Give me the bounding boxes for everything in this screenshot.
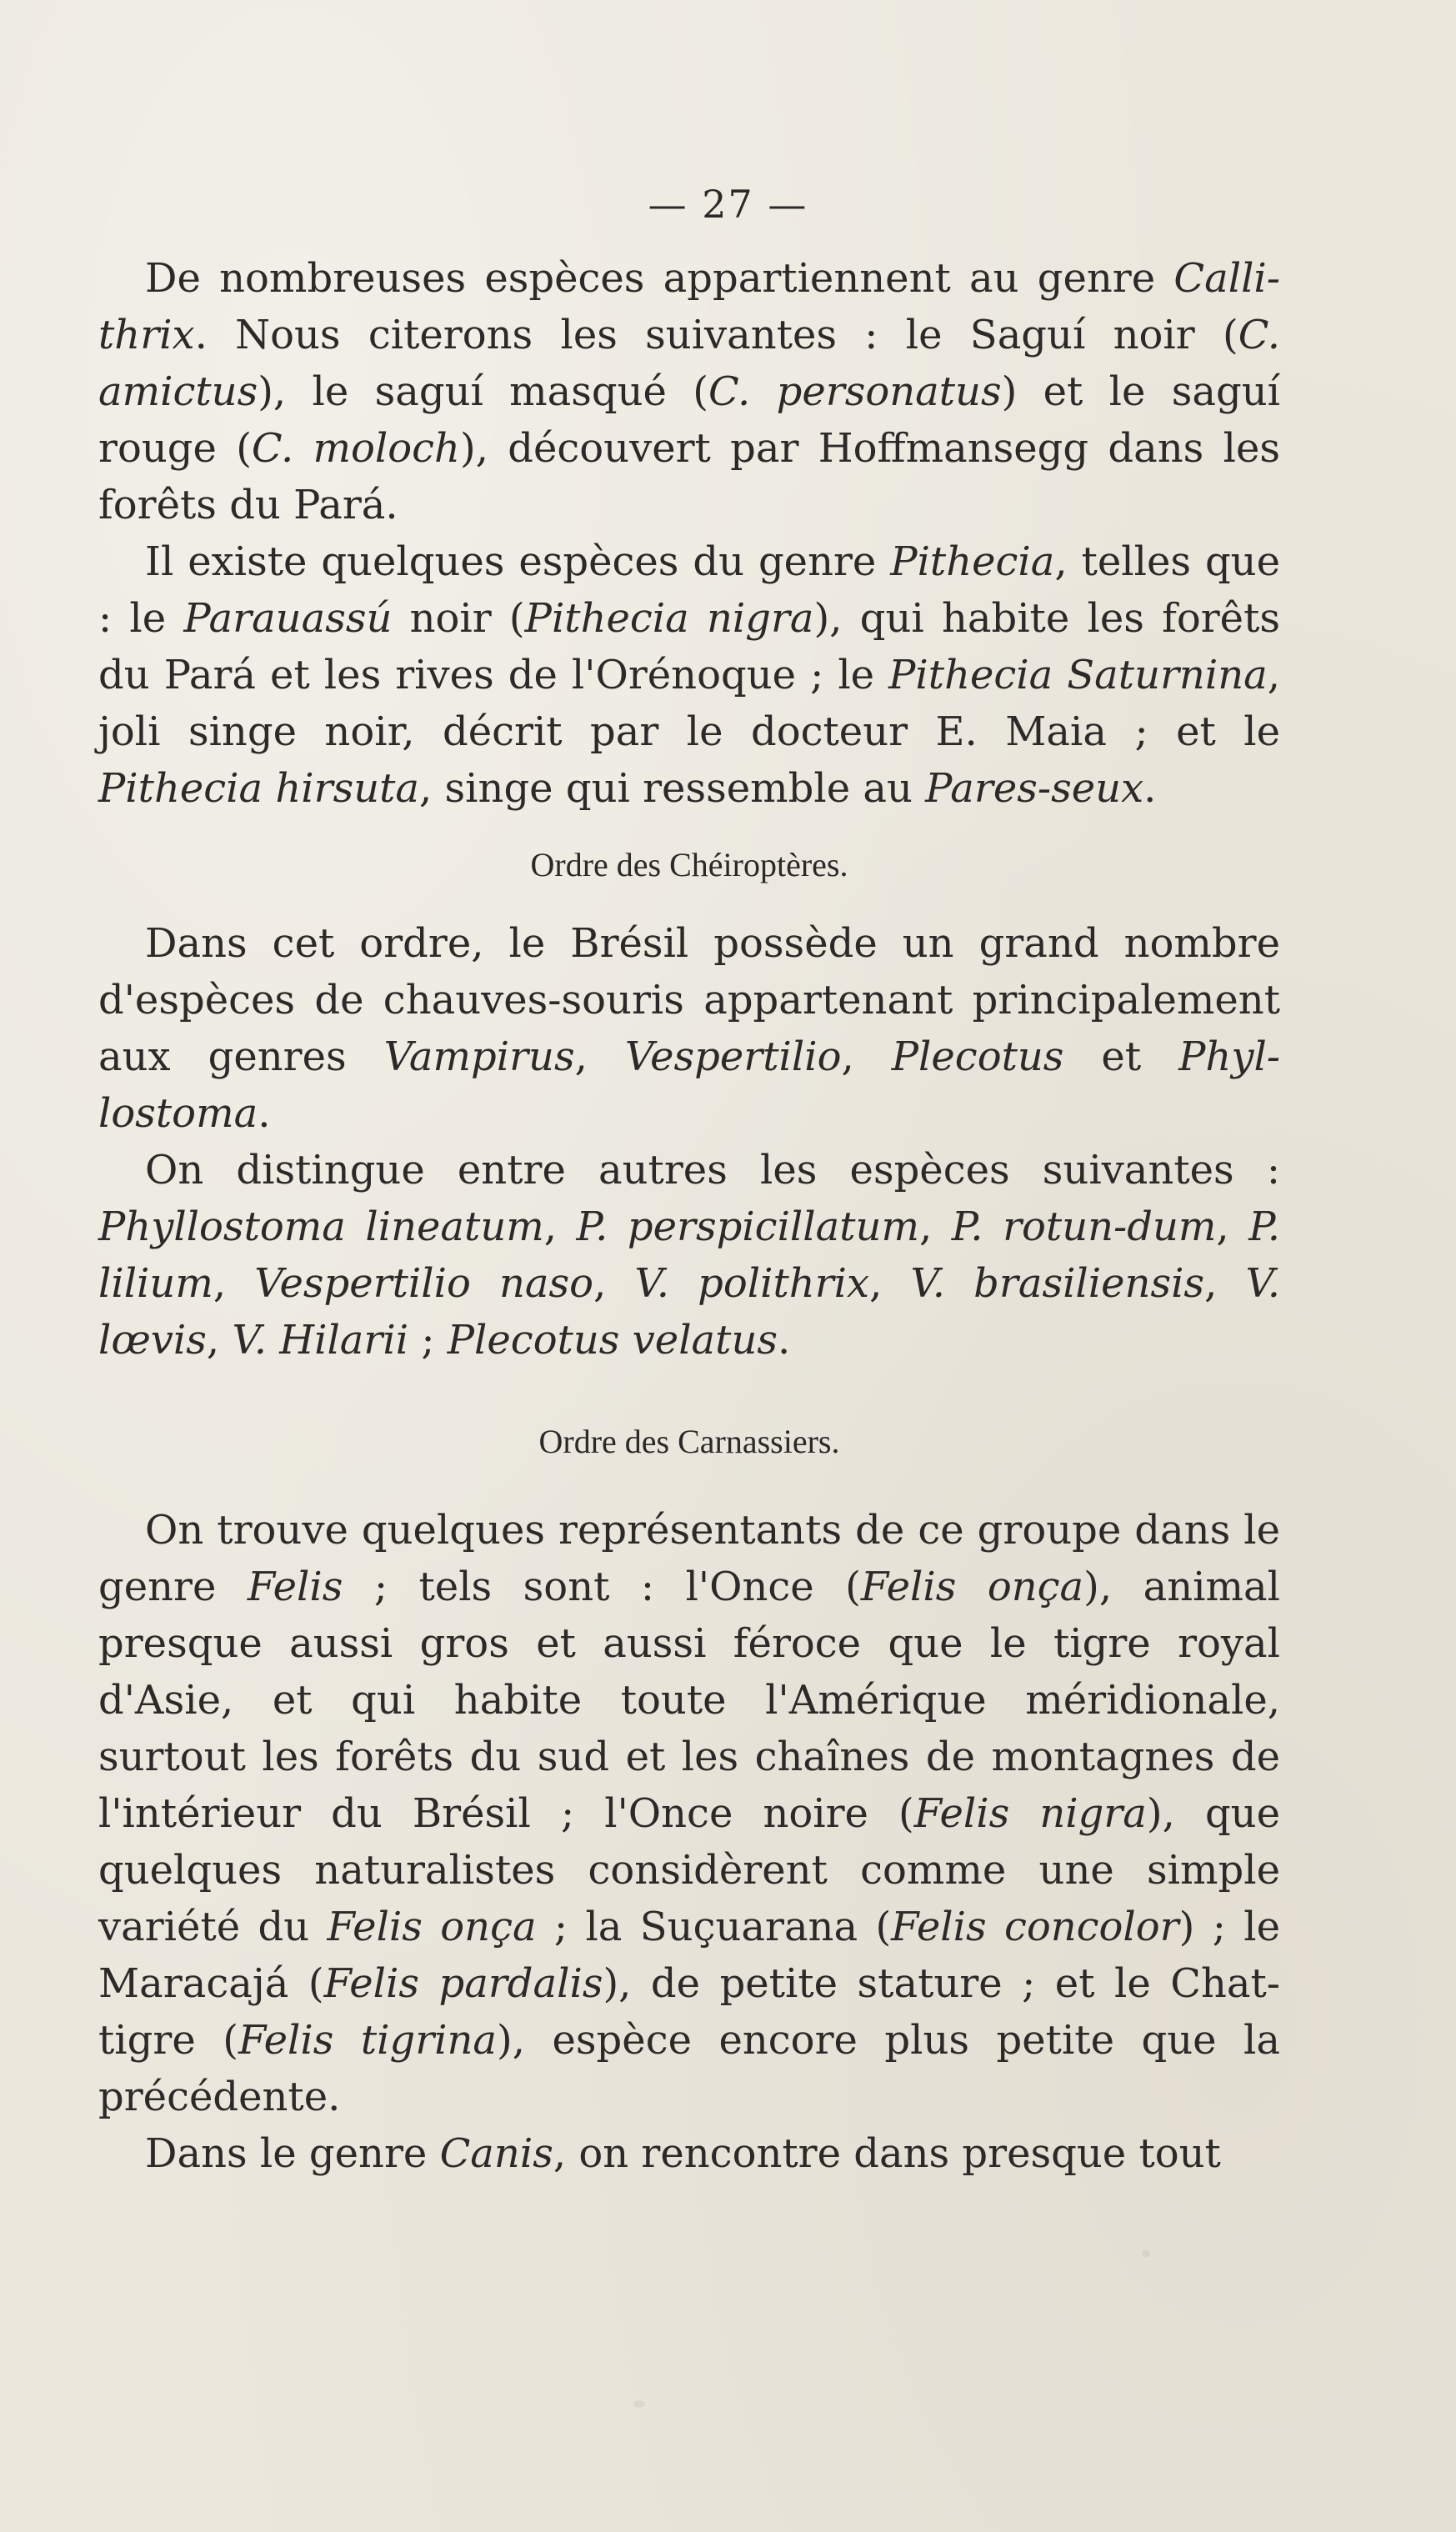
italic-text-run: V. lœvis <box>98 1260 1280 1364</box>
paragraph-canis <box>98 2125 1280 2182</box>
text-run: . Nous citerons les suivantes : le Saguí noir ( <box>194 312 1238 358</box>
italic-text-run: Felis <box>247 1564 343 1610</box>
text-run: . <box>1143 765 1157 812</box>
italic-text-run: V. brasiliensis <box>910 1260 1205 1307</box>
section-heading-carnassiers: Ordre des Carnassiers. <box>538 1423 840 1460</box>
italic-text-run: Felis tigrina <box>238 2017 498 2064</box>
italic-text-run: Vespertilio <box>624 1033 842 1080</box>
italic-text-run: Felis concolor <box>891 1904 1179 1950</box>
text-run: De nombreuses espèces appartiennent au genre <box>145 255 1174 302</box>
italic-text-run: Pithecia nigra <box>524 595 814 642</box>
paragraph-callithrix <box>98 250 1280 533</box>
italic-text-run: Vampirus <box>383 1033 575 1080</box>
italic-text-run: C. moloch <box>251 425 460 472</box>
text-run: , on rencontre dans presque tout <box>553 2130 1221 2177</box>
text-run: , <box>213 1260 255 1307</box>
italic-text-run: V. polithrix <box>634 1260 870 1307</box>
italic-text-run: Plecotus <box>891 1033 1064 1080</box>
text-run: , telles que : le <box>98 538 1280 642</box>
text-run: , <box>918 1203 952 1250</box>
italic-text-run: P. rotun-dum <box>951 1203 1217 1250</box>
italic-text-run: Felis nigra <box>913 1790 1147 1837</box>
text-run: , <box>206 1317 233 1364</box>
paragraph-felis <box>98 1502 1280 2125</box>
text-run: On trouve quelques représentants de ce groupe dans le genre <box>98 1507 1280 1610</box>
text-run: ), de petite stature ; et le Chat-tigre ( <box>98 1960 1281 2064</box>
text-run: ), le saguí masqué ( <box>258 368 709 415</box>
italic-text-run: Pithecia hirsuta <box>98 765 420 812</box>
text-run: , <box>869 1260 911 1307</box>
paragraph-pithecia <box>98 533 1280 817</box>
paper-speck <box>1142 2250 1150 2257</box>
italic-text-run: Pares-seux <box>925 765 1144 812</box>
italic-text-run: Felis onça <box>860 1564 1084 1610</box>
text-run: ), animal presque aussi gros et aussi féroce que le tigre royal d'Asie, et qui habite toute l'Amérique méridionale, surtout les forêts du sud et les chaînes de montagnes de l'intérieur du Brésil ; l'Once noire ( <box>98 1564 1281 1837</box>
italic-text-run: Canis <box>439 2130 553 2177</box>
paper-speck <box>633 2400 645 2408</box>
text-run: , <box>1204 1260 1246 1307</box>
text-run: . <box>778 1317 791 1364</box>
paragraph-phyllostoma <box>98 1142 1280 1369</box>
italic-text-run: Pithecia <box>890 538 1055 585</box>
text-run: , joli singe noir, décrit par le docteur E. Maia ; et le <box>98 652 1280 755</box>
italic-text-run: Plecotus velatus <box>447 1317 778 1364</box>
text-run: , singe qui ressemble au <box>419 765 926 812</box>
italic-text-run: Felis pardalis <box>323 1960 603 2007</box>
page-number: — 27 — <box>648 182 808 227</box>
italic-text-run: Parauassú <box>183 595 393 642</box>
text-run: ) ; le Maracajá ( <box>98 1904 1280 2007</box>
italic-text-run: P. lilium <box>98 1203 1281 1307</box>
text-run: , <box>543 1203 577 1250</box>
text-run: ), espèce encore plus petite que la précédente. <box>98 2017 1280 2120</box>
text-run: , <box>1216 1203 1249 1250</box>
italic-text-run: V. Hilarii <box>232 1317 409 1364</box>
paragraph-chauves-souris <box>98 915 1280 1142</box>
italic-text-run: Phyllostoma lineatum <box>98 1203 544 1250</box>
text-run: Dans cet ordre, le Brésil possède un grand nombre d'espèces de chauves-souris appartenant principalement aux genres <box>98 920 1280 1080</box>
italic-text-run: Vespertilio naso <box>254 1260 594 1307</box>
text-run: ; <box>408 1317 448 1364</box>
text-run: ), découvert par Hoffmansegg dans les forêts du Pará. <box>98 425 1281 528</box>
italic-text-run: Pithecia Saturnina <box>888 652 1268 698</box>
section-heading-chiropteres: Ordre des Chéiroptères. <box>530 846 848 883</box>
text-run: , <box>574 1033 625 1080</box>
italic-text-run: C. amictus <box>98 312 1280 415</box>
italic-text-run: Calli-thrix <box>98 255 1280 358</box>
text-run: Dans le genre <box>145 2130 440 2177</box>
text-run: , <box>593 1260 635 1307</box>
italic-text-run: P. perspicillatum <box>576 1203 919 1250</box>
text-run: ; tels sont : l'Once ( <box>343 1564 861 1610</box>
text-run: On distingue entre autres les espèces suivantes : <box>145 1147 1280 1193</box>
text-run: , <box>841 1033 892 1080</box>
text-run: et <box>1063 1033 1179 1080</box>
text-run: ; la Suçuarana ( <box>536 1904 892 1950</box>
italic-text-run: C. personatus <box>708 368 1002 415</box>
body-text <box>98 250 1280 2182</box>
italic-text-run: Felis onça <box>327 1904 537 1950</box>
text-run: noir ( <box>392 595 525 642</box>
italic-text-run: Phyl-lostoma <box>98 1033 1281 1137</box>
text-run: ) et le saguí rouge ( <box>98 368 1280 472</box>
text-run: Il existe quelques espèces du genre <box>145 538 891 585</box>
text-run: . <box>258 1090 271 1137</box>
text-run: ), qui habite les forêts du Pará et les rives de l'Orénoque ; le <box>98 595 1281 698</box>
text-run: ), que quelques naturalistes considèrent comme une simple variété du <box>98 1790 1281 1950</box>
